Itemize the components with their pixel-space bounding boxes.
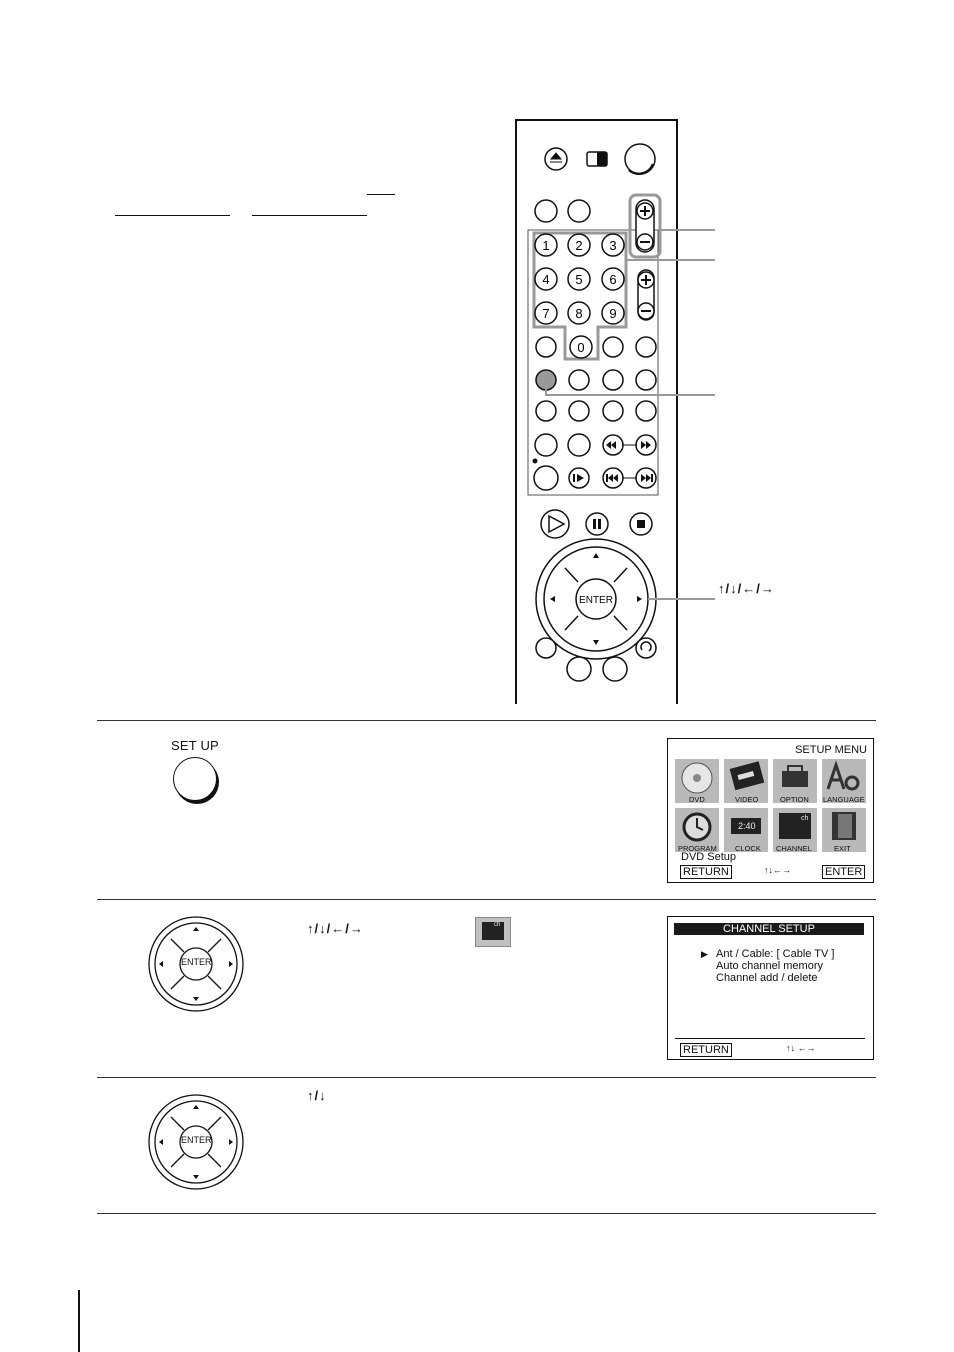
setup-menu-status: DVD Setup — [681, 851, 737, 863]
return-button[interactable] — [636, 638, 656, 658]
menu-tile-dvd[interactable] — [675, 759, 719, 803]
round-button[interactable] — [636, 370, 656, 390]
menu-tile-channel[interactable] — [773, 808, 817, 852]
channel-icon-mark: ch — [494, 922, 501, 928]
text-underline — [252, 215, 367, 216]
record-indicator-dot — [533, 459, 538, 464]
stop-icon — [637, 520, 645, 528]
round-button[interactable] — [568, 434, 590, 456]
round-button[interactable] — [603, 370, 623, 390]
menu-tile-option[interactable] — [773, 759, 817, 803]
clock-display-digits: 2:40 — [738, 821, 756, 831]
key-4-label: 4 — [542, 272, 550, 287]
round-button[interactable] — [535, 200, 557, 222]
step-divider — [97, 1213, 876, 1214]
switch-knob — [597, 152, 607, 166]
text-underline — [367, 194, 395, 195]
key-3-label: 3 — [609, 238, 617, 253]
arrow-keys-callout-label: ↑/↓/←/→ — [718, 581, 775, 596]
menu-tile-video[interactable] — [724, 759, 768, 803]
tile-label: DVD — [689, 795, 705, 804]
step-divider — [97, 1077, 876, 1078]
round-button[interactable] — [536, 401, 556, 421]
round-button[interactable] — [603, 657, 627, 681]
round-button[interactable] — [636, 337, 656, 357]
menu-item-channel-add-delete[interactable]: Channel add / delete — [716, 972, 818, 984]
screen-footer-divider — [675, 1038, 865, 1039]
menu-item-ant-cable[interactable]: Ant / Cable: [ Cable TV ] — [716, 948, 835, 960]
menu-item-auto-channel-memory[interactable]: Auto channel memory — [716, 960, 823, 972]
key-0-label: 0 — [577, 340, 585, 355]
pause-button[interactable] — [586, 513, 608, 535]
tile-label: CHANNEL — [776, 844, 812, 853]
step2-instruction-arrows: ↑/↓/←/→ — [307, 921, 364, 936]
record-button[interactable] — [534, 466, 558, 490]
step3-enter-label: ENTER — [181, 1135, 212, 1145]
step3-instruction-arrows: ↑/↓ — [307, 1088, 327, 1103]
tile-label: CLOCK — [735, 844, 761, 853]
round-button[interactable] — [569, 401, 589, 421]
key-5-label: 5 — [575, 272, 583, 287]
enter-label-box: ENTER — [822, 865, 865, 879]
round-button[interactable] — [536, 638, 556, 658]
menu-tile-exit[interactable] — [822, 808, 866, 852]
key-7-label: 7 — [542, 306, 550, 321]
round-button[interactable] — [569, 370, 589, 390]
tile-label: LANGUAGE — [823, 795, 865, 804]
channel-tile-mark: ch — [801, 815, 809, 822]
return-label-box: RETURN — [680, 865, 732, 879]
nav-arrows-hint: ↑↓←→ — [764, 865, 791, 875]
set-up-button[interactable] — [173, 757, 217, 801]
menu-cursor-icon: ▶ — [701, 949, 708, 959]
tile-label: OPTION — [780, 795, 809, 804]
button-pair-dash — [622, 445, 637, 478]
return-label-box: RETURN — [680, 1043, 732, 1057]
round-button[interactable] — [603, 401, 623, 421]
channel-setup-title: CHANNEL SETUP — [674, 923, 864, 935]
channel-setup-screen — [667, 916, 874, 1060]
tile-label: EXIT — [834, 844, 851, 853]
key-9-label: 9 — [609, 306, 617, 321]
round-button[interactable] — [568, 200, 590, 222]
text-underline — [115, 215, 230, 216]
setup-menu-title: SETUP MENU — [795, 744, 867, 756]
key-6-label: 6 — [609, 272, 617, 287]
round-button[interactable] — [535, 434, 557, 456]
page-margin-bar — [78, 1290, 80, 1352]
channel-tv-icon — [475, 917, 511, 947]
round-button[interactable] — [636, 401, 656, 421]
enter-label: ENTER — [579, 595, 613, 606]
setup-menu-screen — [667, 738, 874, 883]
menu-tile-language[interactable] — [822, 759, 866, 803]
menu-tile-clock[interactable] — [724, 808, 768, 852]
key-8-label: 8 — [575, 306, 583, 321]
round-button[interactable] — [567, 657, 591, 681]
round-button[interactable] — [603, 337, 623, 357]
tile-label: VIDEO — [735, 795, 759, 804]
key-1-label: 1 — [542, 238, 550, 253]
round-button[interactable] — [536, 337, 556, 357]
key-2-label: 2 — [575, 238, 583, 253]
nav-arrows-hint: ↑↓ ←→ — [786, 1043, 816, 1053]
step2-enter-label: ENTER — [181, 957, 212, 967]
set-up-button-label: SET UP — [171, 738, 219, 753]
tv-screen-icon — [476, 918, 510, 946]
remote-control-illustration — [505, 112, 715, 704]
tile-label: PROGRAM — [678, 844, 717, 853]
step-divider — [97, 899, 876, 900]
menu-tile-program[interactable] — [675, 808, 719, 852]
step-divider — [97, 720, 876, 721]
